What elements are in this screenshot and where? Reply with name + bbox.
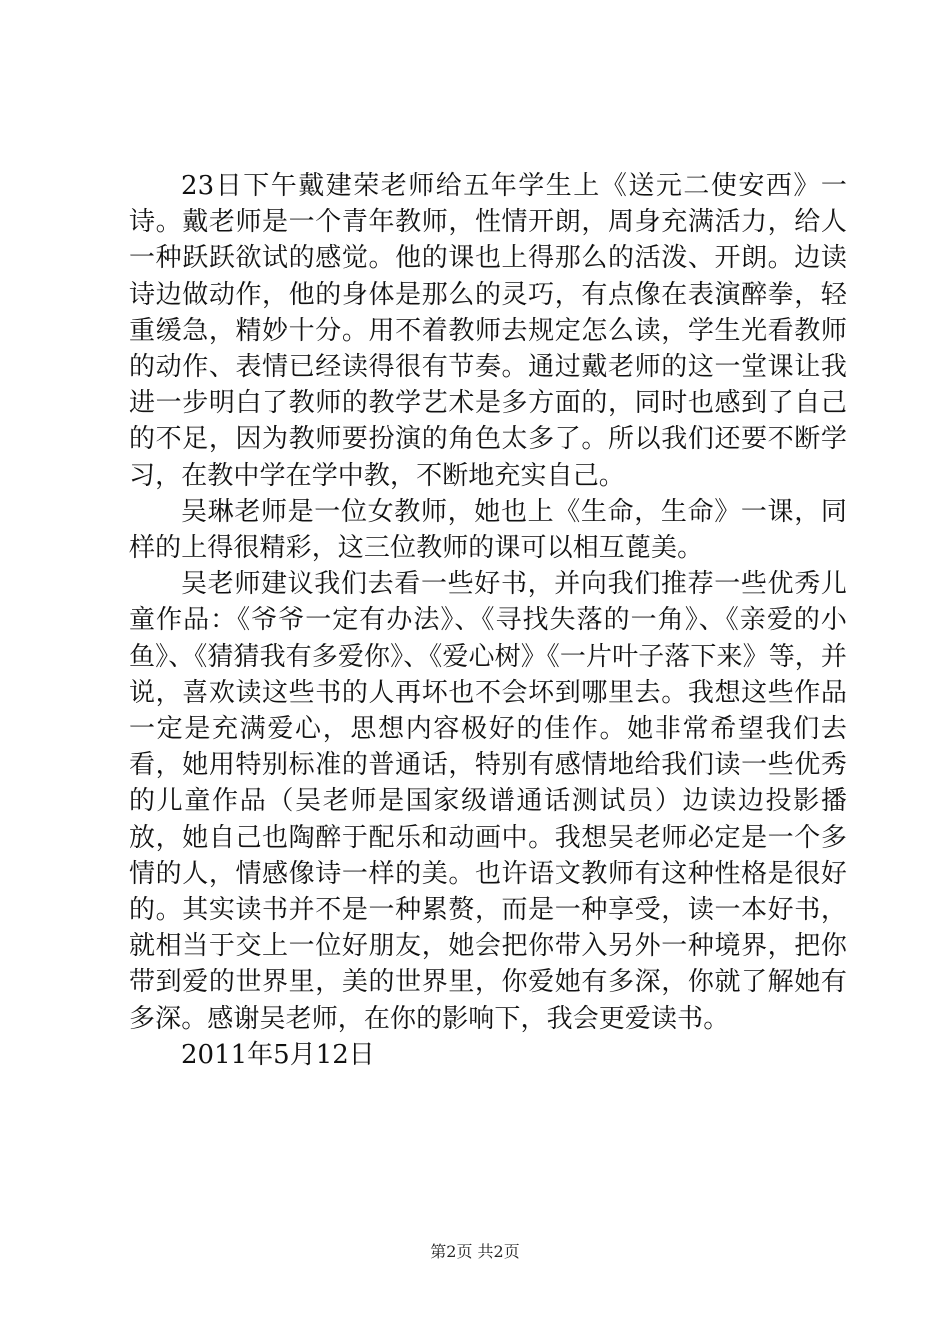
paragraph-book-recommendations: 吴老师建议我们去看一些好书，并向我们推荐一些优秀儿童作品：《爷爷一定有办法》、《寻找失落的一角》、《亲爱的小鱼》、《猜猜我有多爱你》、《爱心树》《一片叶子落下来》等，并说，喜欢读这些书的人再坏也不会坏到哪里去。我想这些作品一定是充满爱心，思想内容极好的佳作。她非常希望我们去看，她用特别标准的普通话，特别有感情地给我们读一些优秀的儿童作品（吴老师是国家级谱通话测试员）边读边投影播放，她自己也陶醉于配乐和动画中。我想吴老师必定是一个多情的人，情感像诗一样的美。也许语文教师有这种性格是很好的。其实读书并不是一种累赘，而是一种享受，读一本好书，就相当于交上一位好朋友，她会把你带入另外一种境界，把你带到爱的世界里，美的世界里，你爱她有多深，你就了解她有多深。感谢吴老师，在你的影响下，我会更爱读书。 xyxy=(129,569,848,1034)
paragraph-wu-lin: 吴琳老师是一位女教师，她也上《生命，生命》一课，同样的上得很精彩，这三位教师的课可以相互蓖美。 xyxy=(129,496,847,564)
paragraph-dai-jianrong: 23日下午戴建荣老师给五年学生上《送元二使安西》一诗。戴老师是一个青年教师，性情开朗，周身充满活力，给人一种跃跃欲试的感觉。他的课也上得那么的活泼、开朗。边读诗边做动作，他的身体是那么的灵巧，有点像在表演醉拳，轻重缓急，精妙十分。用不着教师去规定怎么读，学生光看教师的动作、表情已经读得很有节奏。通过戴老师的这一堂课让我进一步明白了教师的教学艺术是多方面的，同时也感到了自己的不足，因为教师要扮演的角色太多了。所以我们还要不断学习，在教中学在学中教，不断地充实自己。 xyxy=(129,171,847,491)
document-date: 2011年5月12日 xyxy=(181,1039,375,1070)
document-body xyxy=(129,168,847,1073)
page-footer xyxy=(0,1240,950,1264)
page-number-label: 第2页 共2页 xyxy=(430,1242,520,1261)
